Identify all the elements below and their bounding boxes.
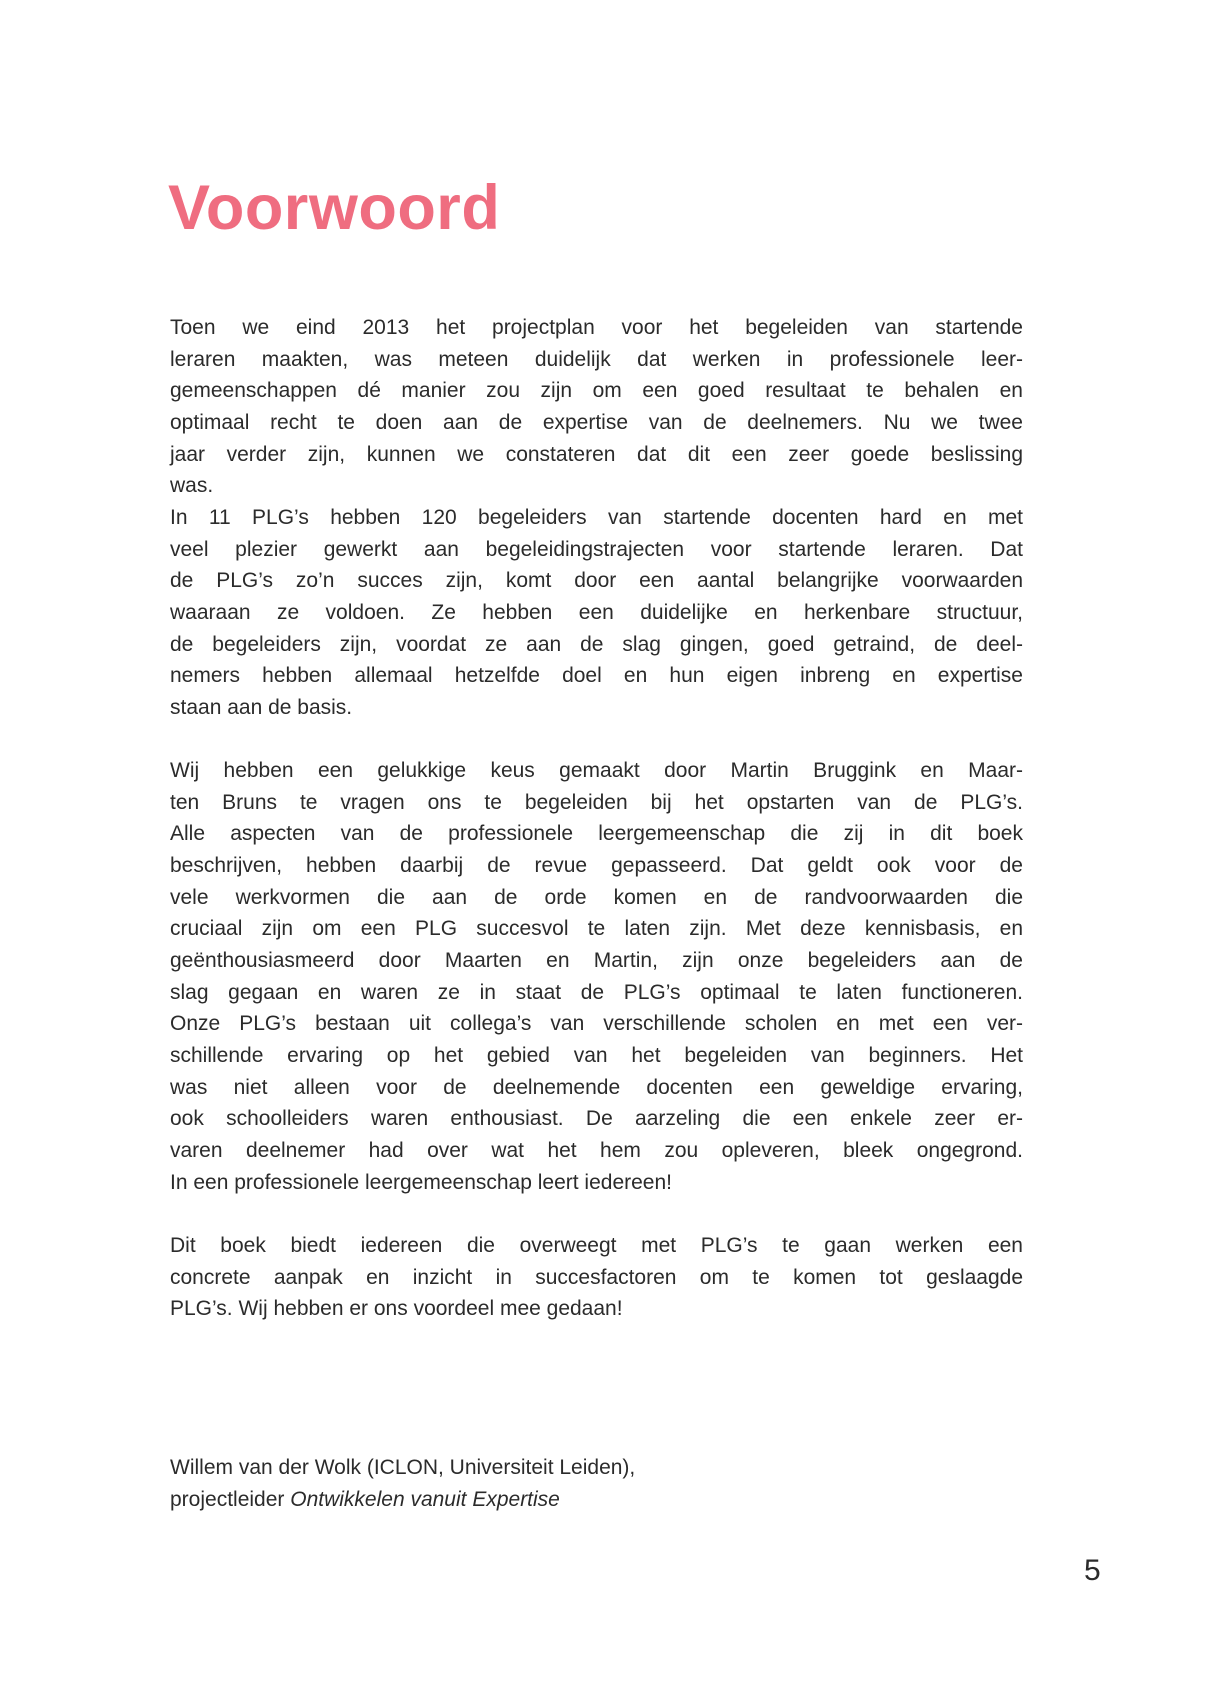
text-line: gemeenschappen dé manier zou zijn om een goed resultaat te behalen en [170,379,1023,403]
page-title: Voorwoord [168,173,501,243]
text-line: Wij hebben een gelukkige keus gemaakt door Martin Bruggink en Maar- [170,759,1023,783]
text-line: was niet alleen voor de deelnemende docenten een geweldige ervaring, [170,1075,1023,1099]
signature-role-line [170,1484,635,1516]
text-line: beschrijven, hebben daarbij de revue gepasseerd. Dat geldt ook voor de [170,854,1023,878]
text-line: geënthousiasmeerd door Maarten en Martin, zijn onze begeleiders aan de [170,949,1023,973]
text-line: concrete aanpak en inzicht in succesfactoren om te komen tot geslaagde [170,1265,1023,1289]
text-line: Toen we eind 2013 het projectplan voor het begeleiden van startende [170,316,1023,339]
text-line: Alle aspecten van de professionele leergemeenschap die zij in dit boek [170,822,1023,846]
body-text [170,312,1023,1325]
text-line: PLG’s. Wij hebben er ons voordeel mee gedaan! [170,1297,623,1321]
signature-role-italic: Ontwikkelen vanuit Expertise [290,1487,560,1511]
text-line: optimaal recht te doen aan de expertise van de deelnemers. Nu we twee [170,410,1023,434]
paragraph-3 [170,755,1023,1198]
paragraph-1 [170,312,1023,502]
text-line: de PLG’s zo’n succes zijn, komt door een aantal belangrijke voorwaarden [170,569,1023,593]
text-line: Dit boek biedt iedereen die overweegt met PLG’s te gaan werken een [170,1234,1023,1257]
text-line: was. [170,474,214,498]
paragraph-4 [170,1230,1023,1325]
text-line: veel plezier gewerkt aan begeleidingstrajecten voor startende leraren. Dat [170,537,1023,561]
text-line: ook schoolleiders waren enthousiast. De aarzeling die een enkele zeer er- [170,1107,1023,1131]
text-line: cruciaal zijn om een PLG succesvol te laten zijn. Met deze kennisbasis, en [170,917,1023,941]
text-line: vele werkvormen die aan de orde komen en de randvoorwaarden die [170,885,1023,909]
text-line: Onze PLG’s bestaan uit collega’s van verschillende scholen en met een ver- [170,1012,1023,1036]
text-line: waaraan ze voldoen. Ze hebben een duidelijke en herkenbare structuur, [170,600,1023,624]
page-number: 5 [1084,1554,1101,1587]
signature-block [170,1452,635,1515]
text-line: nemers hebben allemaal hetzelfde doel en hun eigen inbreng en expertise [170,664,1023,688]
signature-name-line: Willem van der Wolk (ICLON, Universiteit Leiden), [170,1456,636,1479]
text-line: jaar verder zijn, kunnen we constateren dat dit een zeer goede beslissing [170,442,1023,466]
text-line: ten Bruns te vragen ons te begeleiden bij het opstarten van de PLG’s. [170,790,1023,814]
text-line: In 11 PLG’s hebben 120 begeleiders van startende docenten hard en met [170,505,1023,529]
text-line: In een professionele leergemeenschap leert iedereen! [170,1170,673,1194]
text-line: varen deelnemer had over wat het hem zou opleveren, bleek ongegrond. [170,1139,1023,1163]
text-line: leraren maakten, was meteen duidelijk dat werken in professionele leer- [170,347,1023,371]
text-line: slag gegaan en waren ze in staat de PLG’s optimaal te laten functioneren. [170,980,1023,1004]
text-line: staan aan de basis. [170,695,353,719]
text-line: schillende ervaring op het gebied van het begeleiden van beginners. Het [170,1044,1023,1068]
paragraph-2 [170,502,1023,724]
text-line: de begeleiders zijn, voordat ze aan de slag gingen, goed getraind, de deel- [170,632,1023,656]
signature-role-regular: projectleider [170,1487,291,1511]
